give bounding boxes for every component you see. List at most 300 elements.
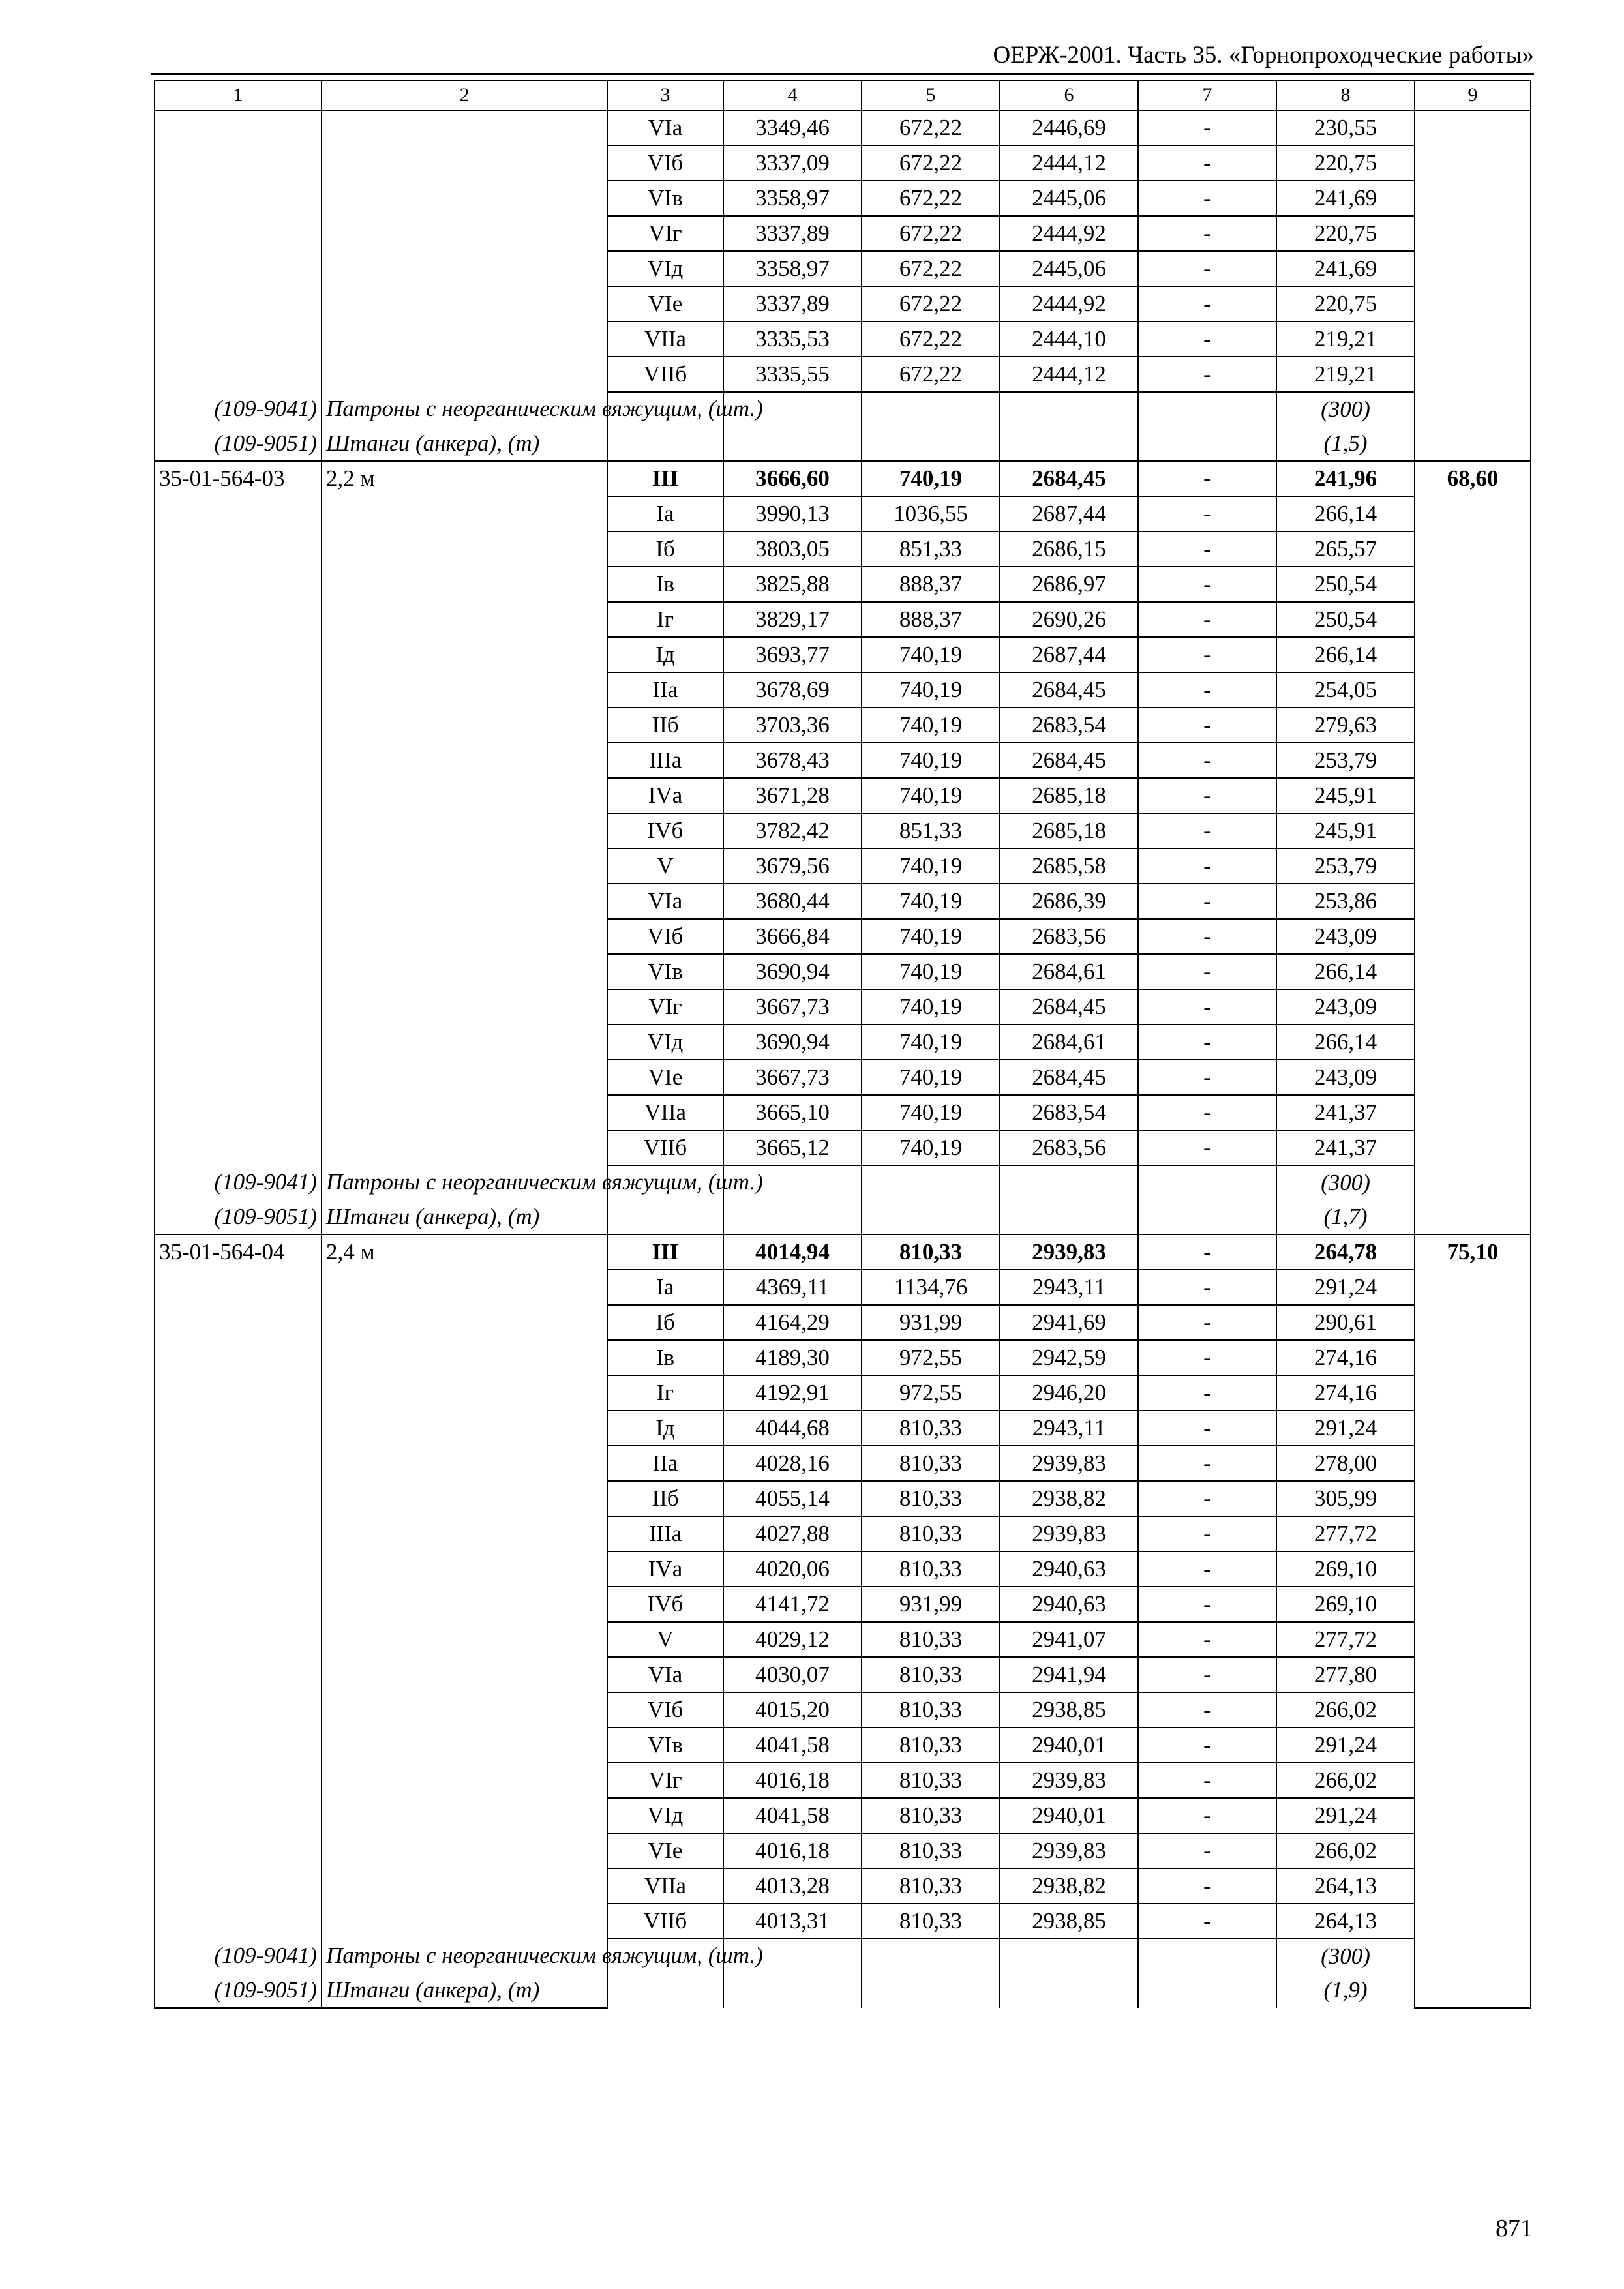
machine-cost-cell: 2939,83 <box>1000 1763 1138 1798</box>
operator-wage-cell: - <box>1138 1728 1276 1763</box>
zone-cell: VIд <box>607 251 723 286</box>
machine-cost-cell: 2938,82 <box>1000 1481 1138 1516</box>
total-cost-cell: 3693,77 <box>723 637 862 672</box>
rate-code-cell <box>155 1025 322 1060</box>
labor-cost-cell: 672,22 <box>862 357 1000 392</box>
labor-cost-cell: 810,33 <box>862 1657 1000 1692</box>
table-row <box>155 848 1531 884</box>
machine-cost-cell: 2690,26 <box>1000 602 1138 637</box>
rate-code-cell <box>155 1587 322 1622</box>
operator-wage-cell: - <box>1138 1481 1276 1516</box>
zone-cell: IIа <box>607 1446 723 1481</box>
table-row <box>155 531 1531 567</box>
zone-cell: VIе <box>607 1833 723 1868</box>
table-row <box>155 286 1531 322</box>
zone-cell: IVа <box>607 1551 723 1587</box>
labor-hours-cell <box>1415 637 1531 672</box>
machine-cost-cell: 2942,59 <box>1000 1340 1138 1375</box>
resource-row <box>155 1939 1531 1973</box>
labor-hours-cell <box>1415 181 1531 216</box>
machine-cost-cell: 2444,92 <box>1000 286 1138 322</box>
empty-cell <box>1138 1200 1276 1234</box>
table-row <box>155 1095 1531 1130</box>
total-cost-cell: 4013,28 <box>723 1868 862 1904</box>
machine-cost-cell: 2940,63 <box>1000 1551 1138 1587</box>
materials-cost-cell: 305,99 <box>1276 1481 1415 1516</box>
zone-cell: Iв <box>607 1340 723 1375</box>
zone-cell: Iб <box>607 1305 723 1340</box>
materials-cost-cell: 220,75 <box>1276 145 1415 181</box>
labor-cost-cell: 740,19 <box>862 919 1000 954</box>
rate-name-cell: 2,2 м <box>322 461 607 496</box>
empty-cell <box>607 1200 723 1234</box>
empty-cell <box>1138 1939 1276 1973</box>
empty-cell <box>862 392 1000 426</box>
table-row <box>155 1025 1531 1060</box>
rate-name-cell <box>322 322 607 357</box>
rate-code-cell <box>155 1657 322 1692</box>
labor-cost-cell: 740,19 <box>862 708 1000 743</box>
zone-cell: IVб <box>607 813 723 848</box>
zone-cell: III <box>607 461 723 496</box>
machine-cost-cell: 2684,45 <box>1000 743 1138 778</box>
total-cost-cell: 4030,07 <box>723 1657 862 1692</box>
labor-cost-cell: 810,33 <box>862 1551 1000 1587</box>
labor-hours-cell <box>1415 531 1531 567</box>
empty-cell <box>1415 1939 1531 1973</box>
column-number: 1 <box>155 80 322 110</box>
total-cost-cell: 3358,97 <box>723 251 862 286</box>
rate-code-cell <box>155 1763 322 1798</box>
rate-code-cell <box>155 357 322 392</box>
rate-name-cell <box>322 1692 607 1728</box>
rate-name-cell <box>322 1025 607 1060</box>
total-cost-cell: 3690,94 <box>723 1025 862 1060</box>
rate-name-cell <box>322 357 607 392</box>
labor-hours-cell <box>1415 1904 1531 1939</box>
page-header: ОЕРЖ-2001. Часть 35. «Горнопроходческие работы» <box>993 42 1534 68</box>
machine-cost-cell: 2938,82 <box>1000 1868 1138 1904</box>
rate-code-cell <box>155 1728 322 1763</box>
table-row <box>155 1234 1531 1270</box>
rate-name-cell <box>322 743 607 778</box>
table-row <box>155 989 1531 1025</box>
labor-cost-cell: 972,55 <box>862 1340 1000 1375</box>
rate-code-cell: 35-01-564-03 <box>155 461 322 496</box>
materials-cost-cell: 269,10 <box>1276 1587 1415 1622</box>
column-number: 8 <box>1276 80 1415 110</box>
labor-cost-cell: 740,19 <box>862 778 1000 813</box>
resource-code: (109-9051) <box>155 1200 322 1234</box>
total-cost-cell: 4014,94 <box>723 1234 862 1270</box>
machine-cost-cell: 2684,45 <box>1000 1060 1138 1095</box>
empty-cell <box>862 1973 1000 2008</box>
column-number: 7 <box>1138 80 1276 110</box>
materials-cost-cell: 291,24 <box>1276 1270 1415 1305</box>
labor-cost-cell: 740,19 <box>862 1095 1000 1130</box>
machine-cost-cell: 2940,01 <box>1000 1728 1138 1763</box>
rate-code-cell <box>155 848 322 884</box>
rate-code-cell <box>155 216 322 251</box>
operator-wage-cell: - <box>1138 1657 1276 1692</box>
operator-wage-cell: - <box>1138 1270 1276 1305</box>
labor-cost-cell: 740,19 <box>862 848 1000 884</box>
machine-cost-cell: 2943,11 <box>1000 1411 1138 1446</box>
table-row <box>155 1411 1531 1446</box>
operator-wage-cell: - <box>1138 884 1276 919</box>
header-rule <box>151 73 1534 75</box>
labor-hours-cell <box>1415 1375 1531 1411</box>
zone-cell: Iа <box>607 1270 723 1305</box>
labor-hours-cell <box>1415 1446 1531 1481</box>
total-cost-cell: 4016,18 <box>723 1763 862 1798</box>
empty-cell <box>1138 392 1276 426</box>
total-cost-cell: 4041,58 <box>723 1728 862 1763</box>
zone-cell: VIе <box>607 286 723 322</box>
total-cost-cell: 4141,72 <box>723 1587 862 1622</box>
zone-cell: Iд <box>607 637 723 672</box>
empty-cell <box>1415 1165 1531 1200</box>
table-row <box>155 1763 1531 1798</box>
rate-code-cell <box>155 708 322 743</box>
empty-cell <box>723 1200 862 1234</box>
rate-name-cell <box>322 251 607 286</box>
table-row <box>155 1728 1531 1763</box>
total-cost-cell: 4189,30 <box>723 1340 862 1375</box>
zone-cell: Iг <box>607 1375 723 1411</box>
labor-hours-cell <box>1415 286 1531 322</box>
total-cost-cell: 4028,16 <box>723 1446 862 1481</box>
operator-wage-cell: - <box>1138 1692 1276 1728</box>
rate-name-cell <box>322 1375 607 1411</box>
labor-cost-cell: 740,19 <box>862 672 1000 708</box>
operator-wage-cell: - <box>1138 216 1276 251</box>
rate-code-cell <box>155 1692 322 1728</box>
labor-hours-cell <box>1415 672 1531 708</box>
page-number: 871 <box>1496 2215 1533 2242</box>
table-row <box>155 357 1531 392</box>
materials-cost-cell: 290,61 <box>1276 1305 1415 1340</box>
labor-cost-cell: 810,33 <box>862 1904 1000 1939</box>
table-row <box>155 1904 1531 1939</box>
resource-row <box>155 1200 1531 1234</box>
empty-cell <box>1415 1973 1531 2008</box>
rate-name-cell <box>322 1622 607 1657</box>
labor-hours-cell <box>1415 743 1531 778</box>
rate-name-cell <box>322 778 607 813</box>
machine-cost-cell: 2684,45 <box>1000 461 1138 496</box>
materials-cost-cell: 219,21 <box>1276 357 1415 392</box>
operator-wage-cell: - <box>1138 919 1276 954</box>
empty-cell <box>862 1165 1000 1200</box>
table-row <box>155 672 1531 708</box>
zone-cell: IIIа <box>607 1516 723 1551</box>
rate-code-cell <box>155 743 322 778</box>
labor-hours-cell <box>1415 1728 1531 1763</box>
operator-wage-cell: - <box>1138 496 1276 531</box>
labor-cost-cell: 810,33 <box>862 1411 1000 1446</box>
zone-cell: VIб <box>607 919 723 954</box>
zone-cell: VIIб <box>607 357 723 392</box>
labor-hours-cell <box>1415 1657 1531 1692</box>
materials-cost-cell: 253,86 <box>1276 884 1415 919</box>
labor-hours-cell <box>1415 1798 1531 1833</box>
rate-name-cell <box>322 1270 607 1305</box>
labor-cost-cell: 672,22 <box>862 251 1000 286</box>
rate-code-cell <box>155 1375 322 1411</box>
labor-cost-cell: 672,22 <box>862 286 1000 322</box>
resource-row <box>155 1165 1531 1200</box>
rate-name-cell <box>322 1516 607 1551</box>
labor-hours-cell <box>1415 848 1531 884</box>
materials-cost-cell: 245,91 <box>1276 813 1415 848</box>
total-cost-cell: 3680,44 <box>723 884 862 919</box>
total-cost-cell: 4369,11 <box>723 1270 862 1305</box>
operator-wage-cell: - <box>1138 1763 1276 1798</box>
rate-name-cell <box>322 848 607 884</box>
rate-name-cell <box>322 1763 607 1798</box>
machine-cost-cell: 2941,94 <box>1000 1657 1138 1692</box>
labor-hours-cell <box>1415 778 1531 813</box>
machine-cost-cell: 2687,44 <box>1000 637 1138 672</box>
labor-hours-cell <box>1415 1587 1531 1622</box>
rate-name-cell <box>322 1481 607 1516</box>
rate-name-cell <box>322 708 607 743</box>
total-cost-cell: 3335,55 <box>723 357 862 392</box>
rate-name-cell <box>322 637 607 672</box>
zone-cell: VIе <box>607 1060 723 1095</box>
zone-cell: VIIа <box>607 1868 723 1904</box>
machine-cost-cell: 2939,83 <box>1000 1833 1138 1868</box>
materials-cost-cell: 253,79 <box>1276 743 1415 778</box>
table-row <box>155 919 1531 954</box>
rate-name-cell <box>322 286 607 322</box>
total-cost-cell: 3678,43 <box>723 743 862 778</box>
operator-wage-cell: - <box>1138 1868 1276 1904</box>
rate-name-cell <box>322 496 607 531</box>
table-row <box>155 1657 1531 1692</box>
machine-cost-cell: 2685,18 <box>1000 778 1138 813</box>
column-number-row <box>155 80 1531 110</box>
total-cost-cell: 4055,14 <box>723 1481 862 1516</box>
table-row <box>155 181 1531 216</box>
labor-hours-cell <box>1415 884 1531 919</box>
resource-name: Штанги (анкера), (т) <box>322 426 607 461</box>
table-row <box>155 1340 1531 1375</box>
total-cost-cell: 3667,73 <box>723 1060 862 1095</box>
rate-name-cell <box>322 1095 607 1130</box>
rate-name-cell <box>322 181 607 216</box>
resource-value: (300) <box>1276 392 1415 426</box>
machine-cost-cell: 2445,06 <box>1000 251 1138 286</box>
empty-cell <box>1000 392 1138 426</box>
machine-cost-cell: 2687,44 <box>1000 496 1138 531</box>
materials-cost-cell: 264,13 <box>1276 1868 1415 1904</box>
labor-hours-cell <box>1415 1270 1531 1305</box>
materials-cost-cell: 241,37 <box>1276 1095 1415 1130</box>
resource-value: (1,7) <box>1276 1200 1415 1234</box>
resource-name: Штанги (анкера), (т) <box>322 1200 607 1234</box>
rate-code-cell <box>155 110 322 145</box>
operator-wage-cell: - <box>1138 181 1276 216</box>
rate-name-cell <box>322 110 607 145</box>
rate-code-cell <box>155 778 322 813</box>
resource-code: (109-9041) <box>155 392 322 426</box>
zone-cell: IVа <box>607 778 723 813</box>
total-cost-cell: 4015,20 <box>723 1692 862 1728</box>
materials-cost-cell: 266,02 <box>1276 1763 1415 1798</box>
rate-code-cell <box>155 531 322 567</box>
empty-cell <box>723 1973 862 2008</box>
table-row <box>155 322 1531 357</box>
labor-hours-cell <box>1415 602 1531 637</box>
zone-cell: Iд <box>607 1411 723 1446</box>
materials-cost-cell: 291,24 <box>1276 1411 1415 1446</box>
table-row <box>155 145 1531 181</box>
labor-hours-cell <box>1415 357 1531 392</box>
operator-wage-cell: - <box>1138 1025 1276 1060</box>
labor-cost-cell: 810,33 <box>862 1763 1000 1798</box>
rate-name-cell <box>322 1060 607 1095</box>
table-row <box>155 461 1531 496</box>
operator-wage-cell: - <box>1138 286 1276 322</box>
materials-cost-cell: 243,09 <box>1276 989 1415 1025</box>
materials-cost-cell: 266,02 <box>1276 1692 1415 1728</box>
total-cost-cell: 3337,89 <box>723 286 862 322</box>
operator-wage-cell: - <box>1138 531 1276 567</box>
materials-cost-cell: 266,02 <box>1276 1833 1415 1868</box>
table-row <box>155 884 1531 919</box>
labor-cost-cell: 740,19 <box>862 1130 1000 1165</box>
table-row <box>155 251 1531 286</box>
labor-cost-cell: 810,33 <box>862 1728 1000 1763</box>
total-cost-cell: 4013,31 <box>723 1904 862 1939</box>
machine-cost-cell: 2683,54 <box>1000 708 1138 743</box>
zone-cell: VIб <box>607 1692 723 1728</box>
rate-code-cell <box>155 637 322 672</box>
machine-cost-cell: 2444,10 <box>1000 322 1138 357</box>
rate-name-cell <box>322 884 607 919</box>
zone-cell: Iв <box>607 567 723 602</box>
empty-cell <box>1138 426 1276 461</box>
resource-code: (109-9041) <box>155 1939 322 1973</box>
zone-cell: IIIа <box>607 743 723 778</box>
materials-cost-cell: 253,79 <box>1276 848 1415 884</box>
operator-wage-cell: - <box>1138 778 1276 813</box>
machine-cost-cell: 2686,15 <box>1000 531 1138 567</box>
rate-name-cell: 2,4 м <box>322 1234 607 1270</box>
materials-cost-cell: 220,75 <box>1276 216 1415 251</box>
machine-cost-cell: 2940,01 <box>1000 1798 1138 1833</box>
resource-value: (300) <box>1276 1939 1415 1973</box>
rate-code-cell <box>155 286 322 322</box>
total-cost-cell: 3337,09 <box>723 145 862 181</box>
materials-cost-cell: 254,05 <box>1276 672 1415 708</box>
total-cost-cell: 4027,88 <box>723 1516 862 1551</box>
table-row <box>155 743 1531 778</box>
materials-cost-cell: 241,37 <box>1276 1130 1415 1165</box>
labor-hours-cell: 75,10 <box>1415 1234 1531 1270</box>
operator-wage-cell: - <box>1138 1833 1276 1868</box>
materials-cost-cell: 278,00 <box>1276 1446 1415 1481</box>
rate-name-cell <box>322 145 607 181</box>
labor-hours-cell <box>1415 1551 1531 1587</box>
materials-cost-cell: 245,91 <box>1276 778 1415 813</box>
zone-cell: VIв <box>607 954 723 989</box>
rate-code-cell <box>155 1481 322 1516</box>
total-cost-cell: 4020,06 <box>723 1551 862 1587</box>
rate-code-cell <box>155 322 322 357</box>
table-row <box>155 954 1531 989</box>
rate-code-cell <box>155 1060 322 1095</box>
total-cost-cell: 3803,05 <box>723 531 862 567</box>
machine-cost-cell: 2938,85 <box>1000 1904 1138 1939</box>
resource-name: Штанги (анкера), (т) <box>322 1973 607 2008</box>
table-row <box>155 1622 1531 1657</box>
rate-name-cell <box>322 954 607 989</box>
rate-name-cell <box>322 1904 607 1939</box>
total-cost-cell: 4164,29 <box>723 1305 862 1340</box>
materials-cost-cell: 241,69 <box>1276 181 1415 216</box>
materials-cost-cell: 274,16 <box>1276 1375 1415 1411</box>
total-cost-cell: 3337,89 <box>723 216 862 251</box>
labor-hours-cell <box>1415 1340 1531 1375</box>
machine-cost-cell: 2943,11 <box>1000 1270 1138 1305</box>
labor-hours-cell <box>1415 954 1531 989</box>
resource-row <box>155 1973 1531 2008</box>
materials-cost-cell: 250,54 <box>1276 567 1415 602</box>
labor-hours-cell <box>1415 1763 1531 1798</box>
table-row <box>155 1516 1531 1551</box>
total-cost-cell: 3678,69 <box>723 672 862 708</box>
labor-cost-cell: 740,19 <box>862 743 1000 778</box>
materials-cost-cell: 279,63 <box>1276 708 1415 743</box>
labor-cost-cell: 851,33 <box>862 531 1000 567</box>
machine-cost-cell: 2444,12 <box>1000 357 1138 392</box>
zone-cell: VIа <box>607 884 723 919</box>
labor-cost-cell: 1134,76 <box>862 1270 1000 1305</box>
empty-cell <box>607 426 723 461</box>
zone-cell: VIIа <box>607 1095 723 1130</box>
materials-cost-cell: 265,57 <box>1276 531 1415 567</box>
operator-wage-cell: - <box>1138 1130 1276 1165</box>
labor-hours-cell <box>1415 989 1531 1025</box>
rate-code-cell <box>155 1833 322 1868</box>
labor-hours-cell <box>1415 1130 1531 1165</box>
operator-wage-cell: - <box>1138 672 1276 708</box>
operator-wage-cell: - <box>1138 708 1276 743</box>
zone-cell: Iг <box>607 602 723 637</box>
total-cost-cell: 3666,84 <box>723 919 862 954</box>
total-cost-cell: 4192,91 <box>723 1375 862 1411</box>
table-row <box>155 1587 1531 1622</box>
total-cost-cell: 3829,17 <box>723 602 862 637</box>
operator-wage-cell: - <box>1138 1060 1276 1095</box>
operator-wage-cell: - <box>1138 461 1276 496</box>
rate-name-cell <box>322 919 607 954</box>
table-row <box>155 1692 1531 1728</box>
operator-wage-cell: - <box>1138 1305 1276 1340</box>
zone-cell: V <box>607 848 723 884</box>
total-cost-cell: 3665,12 <box>723 1130 862 1165</box>
machine-cost-cell: 2683,56 <box>1000 919 1138 954</box>
rate-code-cell <box>155 813 322 848</box>
labor-hours-cell <box>1415 1305 1531 1340</box>
rate-name-cell <box>322 1340 607 1375</box>
labor-hours-cell <box>1415 1516 1531 1551</box>
operator-wage-cell: - <box>1138 1095 1276 1130</box>
column-number: 9 <box>1415 80 1531 110</box>
